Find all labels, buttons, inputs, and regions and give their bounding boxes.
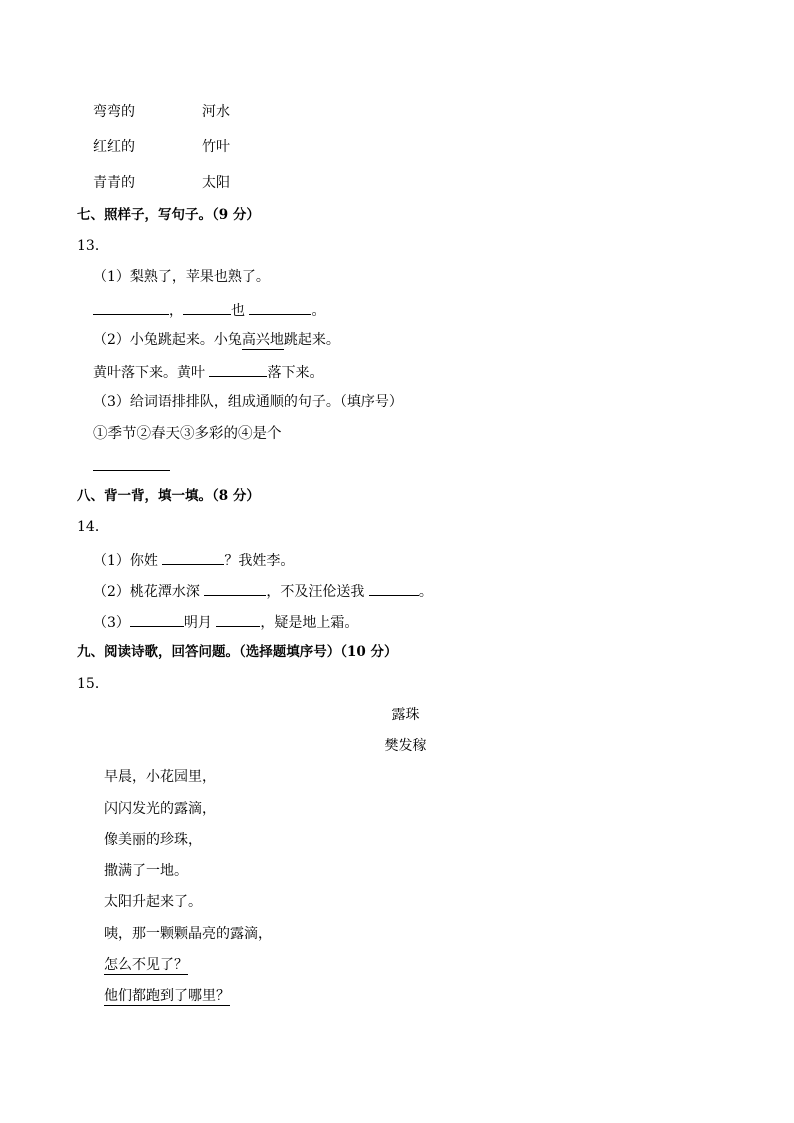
reorder-prompt: （3）给词语排排队，组成通顺的句子。（填序号） (93, 394, 403, 410)
example-sentence-1: （1）梨熟了，苹果也熟了。 (93, 269, 270, 285)
match-left-1: 弯弯的 (93, 104, 135, 120)
answer-blank[interactable] (183, 300, 231, 315)
answer-blank[interactable] (249, 300, 311, 315)
match-right-2: 竹叶 (202, 139, 230, 155)
fill-line-1: （1）你姓 ？我姓李。 (93, 550, 294, 570)
answer-line-2: 黄叶落下来。黄叶 落下来。 (93, 362, 323, 382)
answer-blank[interactable] (93, 456, 170, 471)
poem-line: 太阳升起来了。 (104, 894, 202, 910)
question-number-13: 13． (77, 238, 109, 254)
match-left-2: 红红的 (93, 139, 135, 155)
answer-blank[interactable] (216, 612, 260, 627)
poem-author: 樊发稼 (384, 738, 427, 754)
poem-line: 早晨，小花园里， (104, 769, 216, 785)
answer-blank[interactable] (162, 550, 224, 565)
match-right-3: 太阳 (202, 175, 230, 191)
poem-line-underlined: 他们都跑到了哪里？ (104, 988, 230, 1004)
section-heading-7: 七、照样子，写句子。（9 分） (77, 207, 260, 223)
match-left-3: 青青的 (93, 175, 135, 191)
question-number-15: 15． (77, 676, 109, 692)
answer-line-3 (93, 456, 170, 476)
answer-blank[interactable] (369, 581, 419, 596)
poem-line: 撒满了一地。 (104, 863, 188, 879)
poem-title: 露珠 (391, 707, 420, 723)
answer-line-1: ， 也 。 (93, 300, 325, 320)
section-heading-8: 八、背一背，填一填。（8 分） (77, 488, 260, 504)
answer-blank[interactable] (204, 581, 266, 596)
fill-line-2: （2）桃花潭水深 ，不及汪伦送我 。 (93, 581, 433, 601)
poem-line: 闪闪发光的露滴， (104, 801, 216, 817)
question-number-14: 14． (77, 519, 109, 535)
poem-line: 像美丽的珍珠， (104, 832, 202, 848)
match-right-1: 河水 (202, 104, 230, 120)
answer-blank[interactable] (93, 300, 169, 315)
fill-line-3: （3） 明月 ，疑是地上霜。 (93, 612, 358, 632)
poem-line-underlined: 怎么不见了？ (104, 957, 188, 973)
poem-line: 咦，那一颗颗晶亮的露滴， (104, 926, 272, 942)
answer-blank[interactable] (130, 612, 184, 627)
example-sentence-2: （2）小兔跳起来。小兔高兴地跳起来。 (93, 332, 340, 348)
section-heading-9: 九、阅读诗歌，回答问题。（选择题填序号）（10 分） (77, 644, 398, 660)
answer-blank[interactable] (209, 362, 267, 377)
reorder-words: ①季节②春天③多彩的④是个 (93, 426, 282, 442)
